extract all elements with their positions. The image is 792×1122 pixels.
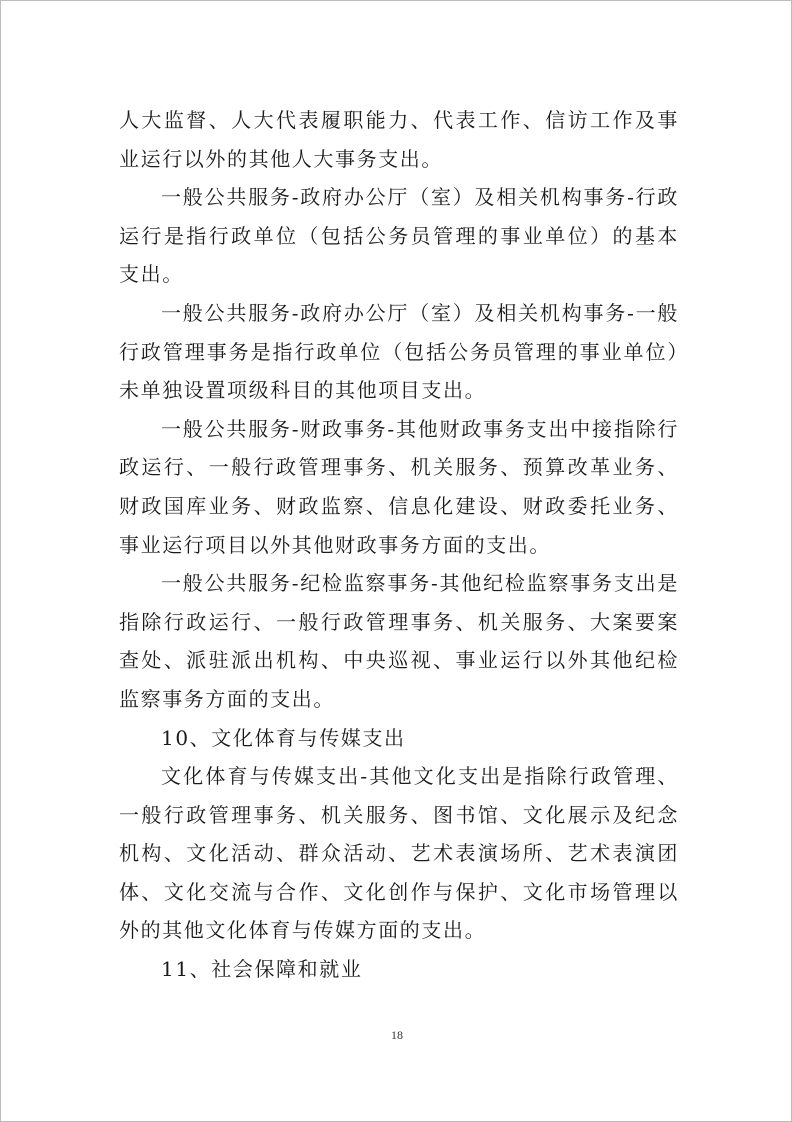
body-text — [119, 101, 679, 989]
paragraph-government-office-general-affairs: 一般公共服务-政府办公厅（室）及相关机构事务-一般行政管理事务是指行政单位（包括公务员管理的事业单位）未单独设置项级科目的其他项目支出。 — [119, 300, 679, 403]
paragraph-discipline-inspection-expense: 一般公共服务-纪检监察事务-其他纪检监察事务支出是指除行政运行、一般行政管理事务、机关服务、大案要案查处、派驻派出机构、中央巡视、事业运行以外其他纪检监察事务方面的支出。 — [119, 571, 679, 711]
paragraph-finance-other-expense: 一般公共服务-财政事务-其他财政事务支出中接指除行政运行、一般行政管理事务、机关服务、预算改革业务、财政国库业务、财政监察、信息化建设、财政委托业务、事业运行项目以外其他财政事务方面的支出。 — [119, 416, 679, 557]
paragraph-culture-other-expense: 文化体育与传媒支出-其他文化支出是指除行政管理、一般行政管理事务、机关服务、图书馆、文化展示及纪念机构、文化活动、群众活动、艺术表演场所、艺术表演团体、文化交流与合作、文化创作与保护、文化市场管理以外的其他文化体育与传媒方面的支出。 — [119, 764, 679, 943]
section-heading-culture-sports-media: 10、文化体育与传媒支出 — [161, 725, 406, 750]
paragraph-government-office-operation: 一般公共服务-政府办公厅（室）及相关机构事务-行政运行是指行政单位（包括公务员管理的事业单位）的基本支出。 — [119, 185, 679, 287]
page-number: 18 — [391, 1028, 403, 1042]
paragraph-people-congress-expense: 人大监督、人大代表履职能力、代表工作、信访工作及事业运行以外的其他人大事务支出。 — [119, 108, 679, 171]
section-heading-social-security-employment: 11、社会保障和就业 — [161, 957, 363, 982]
